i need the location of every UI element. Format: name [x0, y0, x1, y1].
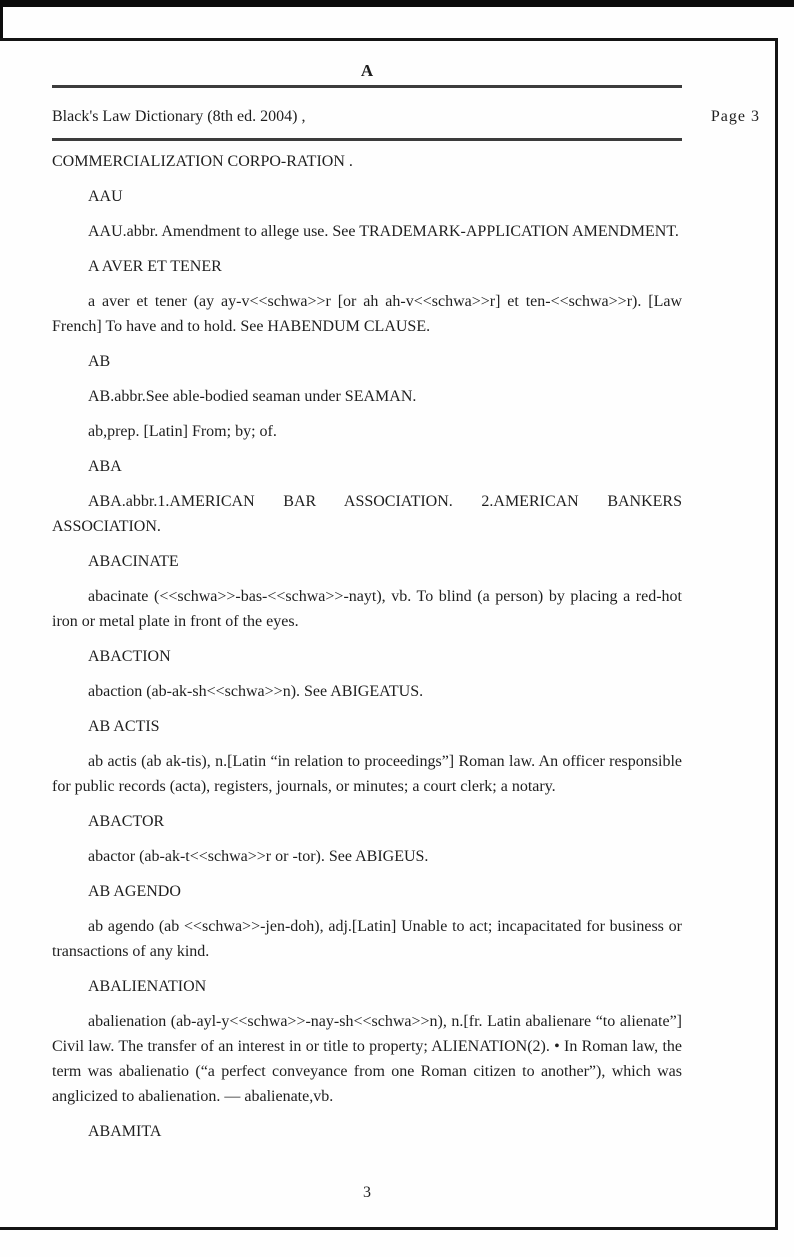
continuation-line: COMMERCIALIZATION CORPO-RATION . — [52, 153, 353, 170]
entry-definition: ab,prep. [Latin] From; by; of. — [88, 423, 277, 440]
footer-page-number: 3 — [363, 1184, 371, 1201]
dictionary-entry — [52, 879, 682, 964]
dictionary-entry — [52, 454, 682, 539]
entry-definition: abalienation (ab-ayl-y<<schwa>>-nay-sh<<schwa>>n), n.[fr. Latin abalienare “to alienate”] Civil law. The transfer of an interest in or title to property; ALIENATION(2). • In Roman law, the term was abalienatio (“a perfect conveyance from one Roman citizen to another”), which was anglicized to abalienation. — abalienate,vb. — [52, 1013, 682, 1105]
entry-definition: ab actis (ab ak-tis), n.[Latin “in relation to proceedings”] Roman law. An officer responsible for public records (acta), registers, journals, or minutes; a court clerk; a notary. — [52, 753, 682, 795]
dictionary-entry — [52, 974, 682, 1109]
entry-definition: a aver et tener (ay ay-v<<schwa>>r [or ah ah-v<<schwa>>r] et ten-<<schwa>>r). [Law French] To have and to hold. See HABENDUM CLAUSE. — [52, 293, 682, 335]
entry-definition: ABA.abbr.1.AMERICAN BAR ASSOCIATION. 2.AMERICAN BANKERS ASSOCIATION. — [52, 493, 682, 535]
dictionary-entry — [52, 254, 682, 339]
entry-definition: AB.abbr.See able-bodied seaman under SEAMAN. — [88, 388, 417, 405]
entry-headword: ABAMITA — [88, 1123, 162, 1140]
source-title: Black's Law Dictionary (8th ed. 2004) , — [52, 108, 306, 125]
entry-headword: ABALIENATION — [88, 978, 207, 995]
scan-top-edge — [0, 0, 794, 7]
entry-definition: AAU.abbr. Amendment to allege use. See TRADEMARK-APPLICATION AMENDMENT. — [88, 223, 679, 240]
entry-headword: AAU — [88, 188, 123, 205]
page-label: Page 3 — [710, 108, 760, 125]
entry-definition: abacinate (<<schwa>>-bas-<<schwa>>-nayt), vb. To blind (a person) by placing a red-hot iron or metal plate in front of the eyes. — [52, 588, 682, 630]
entry-headword: ABA — [88, 458, 122, 475]
entry-definition: ab agendo (ab <<schwa>>-jen-doh), adj.[Latin] Unable to act; incapacitated for business or transactions of any kind. — [52, 918, 682, 960]
dictionary-entry — [52, 1119, 682, 1144]
entry-headword: AB — [88, 353, 111, 370]
dictionary-entry — [52, 549, 682, 634]
dictionary-page — [0, 38, 778, 1230]
dictionary-entry — [52, 809, 682, 869]
page-footer — [52, 1180, 775, 1205]
section-letter: A — [360, 61, 374, 80]
entry-headword: ABACTION — [88, 648, 171, 665]
entry-headword: ABACTOR — [88, 813, 165, 830]
page-content — [0, 41, 775, 1205]
running-head — [52, 104, 760, 129]
entry-headword: A AVER ET TENER — [88, 258, 222, 275]
entry-definition: abaction (ab-ak-sh<<schwa>>n). See ABIGEATUS. — [88, 683, 424, 700]
entry-headword: AB ACTIS — [88, 718, 160, 735]
entry-headword: AB AGENDO — [88, 883, 181, 900]
dictionary-entry — [52, 714, 682, 799]
header-rule-top — [52, 85, 682, 88]
entry-headword: ABACINATE — [88, 553, 179, 570]
entries-list — [52, 184, 775, 1144]
dictionary-entry — [52, 349, 682, 444]
page-header — [52, 58, 775, 174]
dictionary-entry — [52, 644, 682, 704]
entry-definition: abactor (ab-ak-t<<schwa>>r or -tor). See ABIGEUS. — [88, 848, 429, 865]
dictionary-entry — [52, 184, 682, 244]
header-rule-bottom — [52, 138, 682, 141]
